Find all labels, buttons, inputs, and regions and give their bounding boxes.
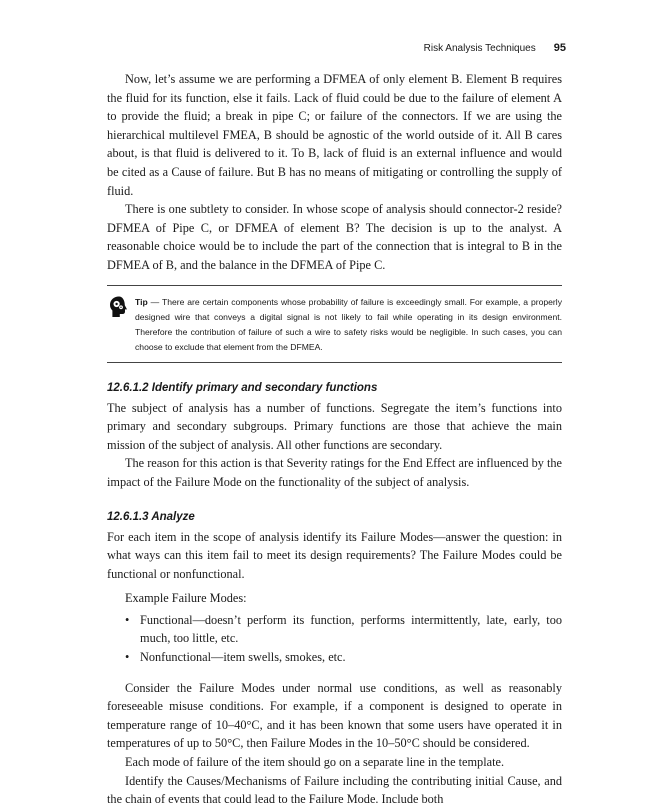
failure-mode-list	[107, 611, 562, 667]
intro-paragraph-2: There is one subtlety to consider. In whose scope of analysis should connector-2 reside? DFMEA of Pipe C, or DFMEA of element B? The decision is up to the analyst. A reasonable choice would be to include the part of the connection that is integral to B in the DFMEA of B, and the balance in the DFMEA of Pipe C.	[107, 202, 562, 272]
tip-text: — There are certain components whose probability of failure is exceedingly small. For example, a properly designed wire that conveys a digital signal is not likely to fail while operating in its design environment. Therefore the contribution of failure of such a wire to safety risks would be negligible. In such cases, you can choose to exclude that element from the DFMEA.	[135, 296, 562, 352]
tip-box	[107, 285, 562, 363]
example-label: Example Failure Modes:	[125, 591, 247, 606]
page-number: 95	[553, 42, 566, 54]
analyze-paragraph-4: Identify the Causes/Mechanisms of Failure including the contributing initial Cause, and the chain of events that could lead to the Failure Mode. Include both	[107, 773, 562, 807]
analyze-paragraph-3: Each mode of failure of the item should go on a separate line in the template.	[125, 755, 505, 770]
head-gears-icon	[107, 295, 135, 355]
tip-content	[135, 295, 562, 355]
section-heading-functions: 12.6.1.2 Identify primary and secondary functions	[107, 381, 378, 394]
functions-paragraph-1: The subject of analysis has a number of functions. Segregate the item’s functions into primary and secondary subgroups. Primary functions are those that achieve the main mission of the subject of analysis. All other functions are secondary.	[107, 400, 562, 452]
analyze-paragraph-1: For each item in the scope of analysis identify its Failure Modes—answer the question: in what ways can this item fail to meet its design requirements? The Failure Modes could be functional or nonfunctional.	[107, 529, 562, 581]
analyze-paragraph-2: Consider the Failure Modes under normal use conditions, as well as reasonably foreseeable misuse conditions. For example, if a component is designed to operate in temperature range of 10–40°C, and it has been known that some users have operated it in temperatures of up to 50°C, then Failure Modes in the 10–50°C should be considered.	[107, 680, 562, 751]
tip-label: Tip	[135, 296, 148, 307]
section-heading-analyze: 12.6.1.3 Analyze	[107, 510, 195, 523]
list-item: • Functional—doesn’t perform its function, performs intermittently, late, early, too much, too little, etc.	[107, 611, 562, 648]
page-body	[107, 70, 562, 809]
intro-paragraph-1: Now, let’s assume we are performing a DFMEA of only element B. Element B requires the fluid for its function, else it fails. Lack of fluid could be due to the failure of element A to provide the fluid; a break in pipe C; or failure of the connectors. If we are using the hierarchical multilevel FMEA, B should be agnostic of the world outside of it. All B cares about, is that fluid is delivered to it. To B, lack of fluid is an external influence and would be cited as a Cause of failure. But B has no means of mitigating or controlling the supply of fluid.	[107, 72, 562, 198]
running-header	[424, 42, 566, 54]
running-title: Risk Analysis Techniques	[423, 43, 536, 54]
list-item: • Nonfunctional—item swells, smokes, etc.	[107, 648, 562, 667]
functions-paragraph-2: The reason for this action is that Severity ratings for the End Effect are influenced by the impact of the Failure Mode on the functionality of the subject of analysis.	[107, 456, 562, 489]
